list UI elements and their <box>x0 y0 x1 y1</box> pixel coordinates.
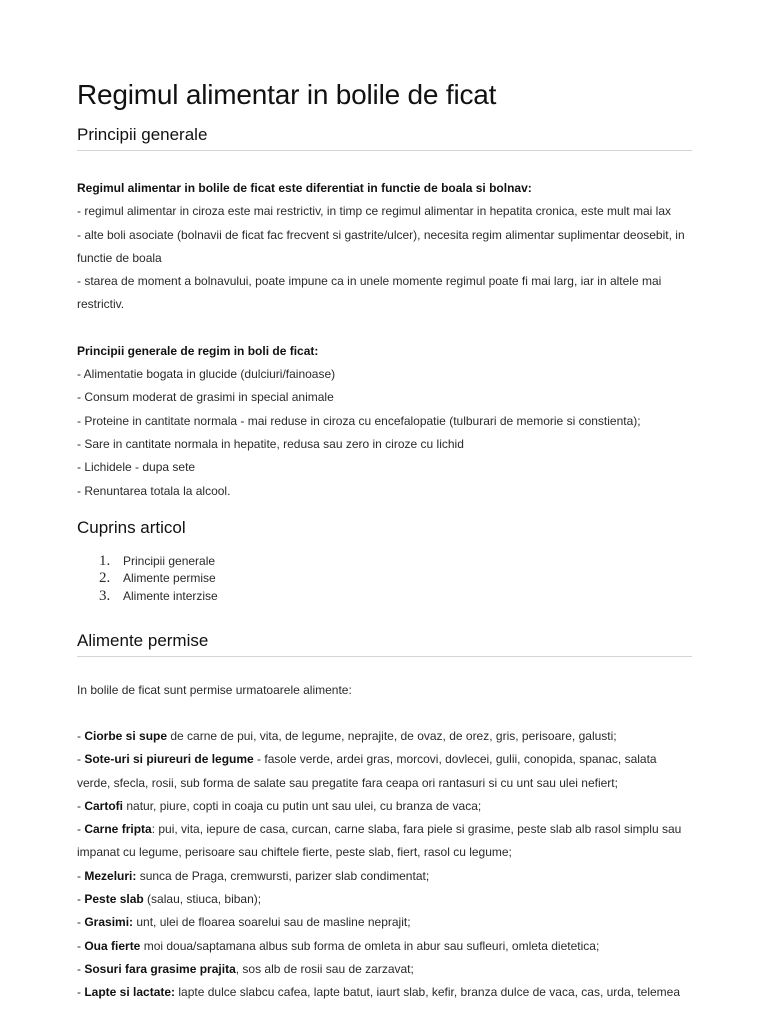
toc-item-permise[interactable] <box>77 570 692 588</box>
food-list <box>77 725 692 1005</box>
food-item-bold-label: Lapte si lactate: <box>84 985 176 1000</box>
food-item-text: - <box>77 915 85 930</box>
food-item-bold-label: Oua fierte <box>84 938 141 953</box>
food-item-text: sunca de Praga, cremwursti, parizer slab condimentat; <box>136 868 430 883</box>
food-item <box>77 958 692 981</box>
food-item-text: de carne de pui, vita, de legume, neprajite, de ovaz, de orez, gris, perisoare, galusti; <box>167 728 617 743</box>
toc-number: 3. <box>99 588 111 605</box>
food-item-text: - <box>77 985 85 1000</box>
food-item <box>77 911 692 934</box>
principle-item: - Renuntarea totala la alcool. <box>77 483 231 498</box>
principle-item: - Consum moderat de grasimi in special animale <box>77 390 334 405</box>
food-item-text: - <box>77 961 85 976</box>
food-item <box>77 818 692 865</box>
food-item <box>77 935 692 958</box>
food-item-text: - <box>77 752 85 767</box>
food-item <box>77 795 692 818</box>
food-item-text: unt, ulei de floarea soarelui sau de masline neprajit; <box>133 915 411 930</box>
intro-bold-paragraph: Regimul alimentar in bolile de ficat este diferentiat in functie de boala si bolnav: <box>77 181 532 195</box>
food-item-text: - <box>77 728 85 743</box>
toc-item-interzise[interactable] <box>77 588 692 606</box>
food-item-text: : pui, vita, iepure de casa, curcan, carne slaba, fara piele si grasime, peste slab alb rasol simplu sau impanat cu legume, perisoare sau chiftele fierte, peste slab, fiert, rasol cu legume; <box>77 822 682 860</box>
principle-item: - Lichidele - dupa sete <box>77 460 196 475</box>
food-item-text: , sos alb de rosii sau de zarzavat; <box>235 961 414 976</box>
food-item-text: - <box>77 822 85 837</box>
toc-item-principii[interactable] <box>77 553 692 571</box>
food-item-text: - fasole verde, ardei gras, morcovi, dovlecei, gulii, conopida, spanac, salata verde, sfecla, rosii, sub forma de salate sau pregatite fara ceapa ori rantasuri si cu unt sau ulei nefiert; <box>77 752 657 790</box>
page-title: Regimul alimentar in bolile de ficat <box>77 79 497 110</box>
toc-number: 2. <box>99 570 111 587</box>
section-heading-principii: Principii generale <box>77 124 692 151</box>
food-item-bold-label: Sosuri fara grasime prajita <box>84 961 236 976</box>
food-item <box>77 888 692 911</box>
food-item-bold-label: Carne fripta <box>84 822 152 837</box>
food-item-bold-label: Cartofi <box>84 798 124 813</box>
food-item-bold-label: Sote-uri si piureuri de legume <box>84 752 254 767</box>
principle-item: - Alimentatie bogata in glucide (dulciuri/fainoase) <box>77 367 336 382</box>
food-item-text: lapte dulce slabcu cafea, lapte batut, iaurt slab, kefir, branza dulce de vaca, cas, urda, telemea <box>175 985 681 1000</box>
food-item-text: natur, piure, copti in coaja cu putin unt sau ulei, cu branza de vaca; <box>123 798 482 813</box>
food-item-bold-label: Grasimi: <box>84 915 134 930</box>
toc-link[interactable]: Alimente permise <box>123 571 216 586</box>
food-item-bold-label: Peste slab <box>84 892 144 907</box>
food-item-text: - <box>77 938 85 953</box>
principle-item: - Proteine in cantitate normala - mai reduse in ciroza cu encefalopatie (tulburari de memorie si constienta); <box>77 413 641 428</box>
toc-number: 1. <box>99 552 111 569</box>
food-item-text: moi doua/saptamana albus sub forma de omleta in abur sau sufleuri, omleta dietetica; <box>140 938 600 953</box>
food-item-bold-label: Mezeluri: <box>84 868 137 883</box>
toc-heading: Cuprins articol <box>77 517 186 537</box>
food-item <box>77 865 692 888</box>
food-item-bold-label: Ciorbe si supe <box>84 728 168 743</box>
paragraph-line: - alte boli asociate (bolnavii de ficat fac frecvent si gastrite/ulcer), necesita regim alimentar suplimentar deosebit, in functie de boala <box>77 227 685 265</box>
paragraph-line: - starea de moment a bolnavului, poate impune ca in unele momente regimul poate fi mai larg, iar in altele mai restrictiv. <box>77 274 662 312</box>
food-item-text: - <box>77 798 85 813</box>
food-item <box>77 725 692 748</box>
toc-list <box>77 553 692 606</box>
toc-link[interactable]: Alimente interzise <box>123 589 218 604</box>
food-item-text: - <box>77 868 85 883</box>
food-item <box>77 748 692 795</box>
principles-bold-paragraph: Principii generale de regim in boli de ficat: <box>77 343 319 358</box>
toc-link[interactable]: Principii generale <box>123 553 216 568</box>
section-intro: In bolile de ficat sunt permise urmatoarele alimente: <box>77 682 352 697</box>
food-item <box>77 981 692 1004</box>
food-item-text: (salau, stiuca, biban); <box>143 892 262 907</box>
principle-item: - Sare in cantitate normala in hepatite, redusa sau zero in ciroze cu lichid <box>77 436 464 451</box>
section-heading-alimente-permise: Alimente permise <box>77 630 692 657</box>
food-item-text: - <box>77 892 85 907</box>
paragraph-line: - regimul alimentar in ciroza este mai restrictiv, in timp ce regimul alimentar in hepatita cronica, este mult mai lax <box>77 204 671 219</box>
